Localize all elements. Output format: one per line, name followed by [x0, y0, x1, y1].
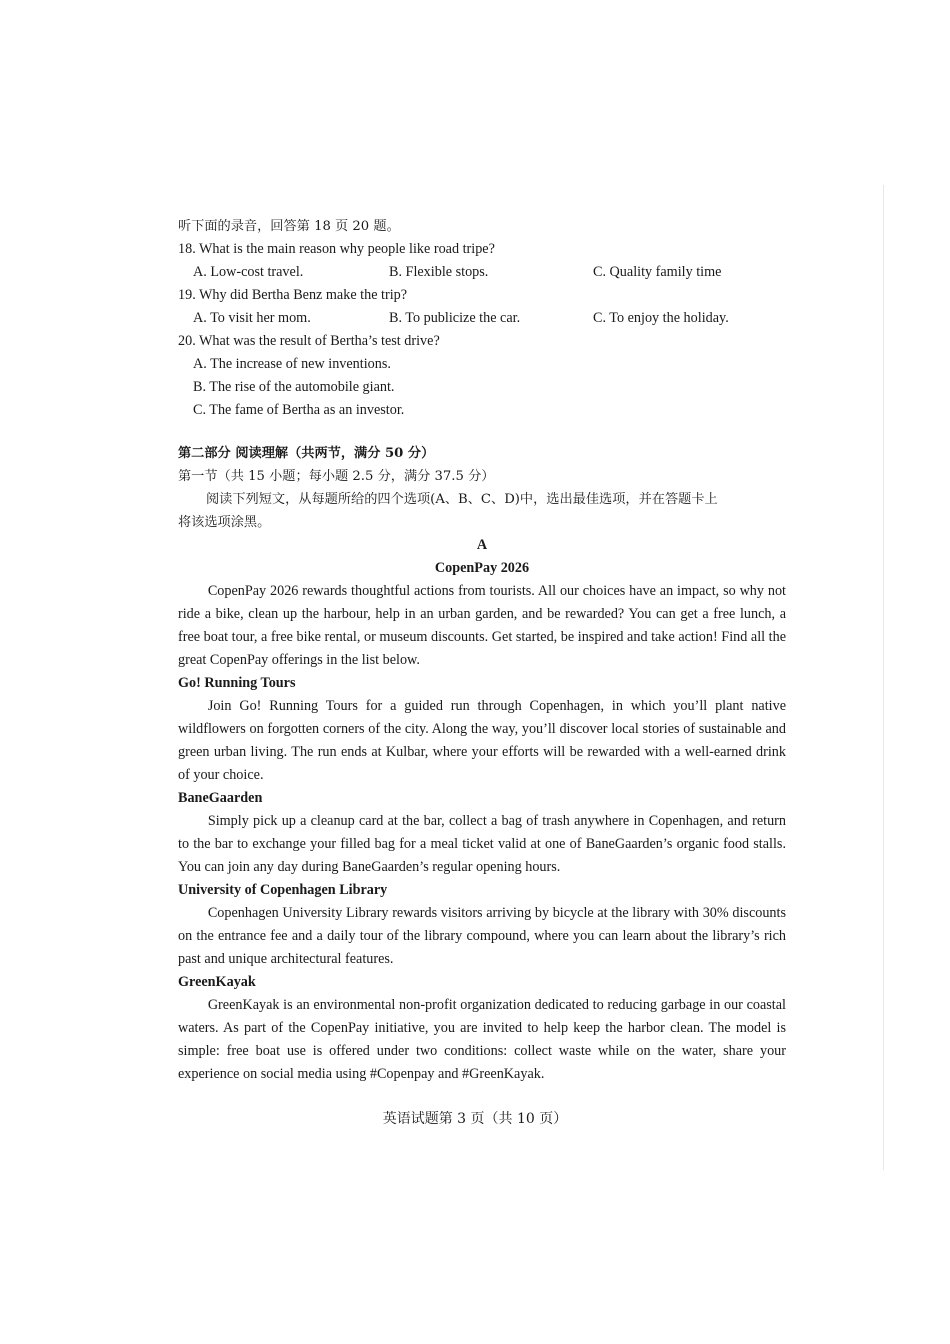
option-a: A. To visit her mom. [193, 310, 311, 326]
reading-instruction-line2: 将该选项涂黑。 [178, 515, 271, 530]
option-a: A. The increase of new inventions. [193, 356, 391, 372]
option-c: C. To enjoy the holiday. [593, 310, 729, 326]
listening-instruction: 听下面的录音，回答第 18 页 20 题。 [178, 219, 400, 234]
section-text: Simply pick up a cleanup card at the bar, collect a bag of trash anywhere in Copenhagen, and return to the bar to exchange your filled bag for a meal ticket valid at one of BaneGaarden’s organic food stalls. You can join any day during BaneGaarden’s regular opening hours. [178, 813, 786, 875]
option-b: B. The rise of the automobile giant. [193, 379, 395, 395]
question-19 [178, 284, 786, 330]
section-heading: University of Copenhagen Library [178, 882, 388, 898]
scan-edge-line [883, 185, 884, 1170]
passage-intro: CopenPay 2026 rewards thoughtful actions from tourists. All our choices have an impact, so why not ride a bike, clean up the harbour, help in an urban garden, and be rewarded? You can get a free lunch, a free boat tour, a free bike rental, or museum discounts. Get started, be inspired and take action! Find all the great CopenPay offerings in the list below. [178, 583, 786, 668]
question-stem: 18. What is the main reason why people like road tripe? [178, 241, 495, 257]
option-b: B. To publicize the car. [389, 310, 521, 326]
option-a: A. Low-cost travel. [193, 264, 304, 280]
page-footer: 英语试题第 3 页（共 10 页） [382, 1111, 568, 1127]
reading-instruction-line1: 阅读下列短文，从每题所给的四个选项(A、B、C、D)中，选出最佳选项，并在答题卡上 [206, 492, 718, 507]
question-stem: 20. What was the result of Bertha’s test drive? [178, 333, 440, 349]
passage-title: CopenPay 2026 [434, 560, 530, 576]
section-heading: Go! Running Tours [178, 675, 296, 691]
question-20 [178, 330, 786, 422]
section-text: Copenhagen University Library rewards visitors arriving by bicycle at the library with 30% discounts on the entrance fee and a daily tour of the library compound, where you can learn about the library’s rich past and unique architectural features. [178, 905, 786, 967]
section-greenkayak [178, 971, 786, 1086]
section-text: Join Go! Running Tours for a guided run through Copenhagen, in which you’ll plant native wildflowers on forgotten corners of the city. Along the way, you’ll discover local stories of sustainable and green urban living. The run ends at Kulbar, where your efforts will be rewarded with a well-earned drink of your choice. [178, 698, 786, 783]
section-university-library [178, 879, 786, 971]
option-b: B. Flexible stops. [389, 264, 489, 280]
section-go-running-tours [178, 672, 786, 787]
reading-part-title: 第二部分 阅读理解（共两节，满分 50 分） [178, 446, 435, 461]
reading-section-title: 第一节（共 15 小题；每小题 2.5 分，满分 37.5 分） [178, 469, 495, 484]
page-content [178, 215, 786, 1086]
passage-letter: A [476, 537, 488, 553]
question-options [178, 261, 786, 284]
section-banegaarden [178, 787, 786, 879]
section-heading: GreenKayak [178, 974, 256, 990]
section-heading: BaneGaarden [178, 790, 263, 806]
question-stem: 19. Why did Bertha Benz make the trip? [178, 287, 408, 303]
question-18 [178, 238, 786, 284]
section-text: GreenKayak is an environmental non-profit organization dedicated to reducing garbage in our coastal waters. As part of the CopenPay initiative, you are invited to help keep the harbor clean. The model is simple: free boat use is offered under two conditions: collect waste while on the water, share your experience on social media using #Copenpay and #GreenKayak. [178, 997, 786, 1082]
option-c: C. The fame of Bertha as an investor. [193, 402, 405, 418]
question-options [178, 307, 786, 330]
option-c: C. Quality family time [593, 264, 722, 280]
